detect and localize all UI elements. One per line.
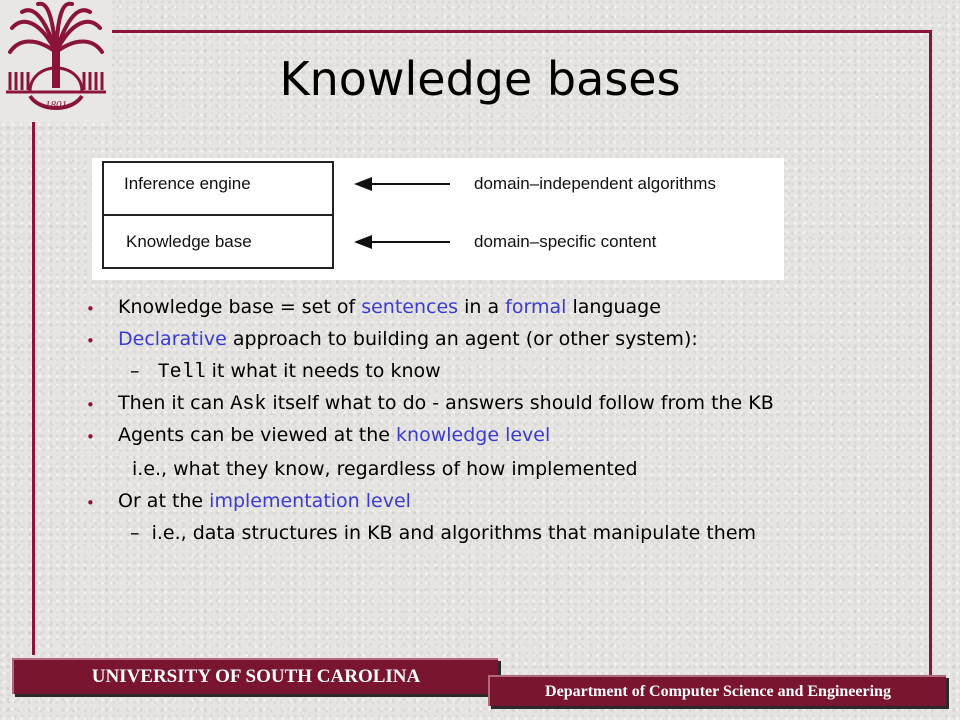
bullet-icon: • bbox=[86, 396, 95, 414]
text-run: language bbox=[566, 296, 661, 318]
arrow-left-icon bbox=[354, 177, 450, 191]
slide-frame-left bbox=[32, 120, 35, 655]
bullet-kb-definition bbox=[118, 296, 661, 318]
text-run: i.e., data structures in KB and algorithms that manipulate them bbox=[151, 522, 757, 544]
bullet-ask bbox=[118, 392, 774, 416]
text-run: Or at the bbox=[118, 490, 210, 512]
kb-architecture-diagram bbox=[92, 158, 784, 280]
bullet-declarative bbox=[118, 328, 698, 350]
text-run: itself what to do - answers should follow from the KB bbox=[266, 392, 774, 414]
bullet-icon: • bbox=[86, 494, 95, 512]
slide-title: Knowledge bases bbox=[279, 52, 681, 106]
bullet-icon: • bbox=[86, 300, 95, 318]
bullet-implementation-level bbox=[118, 490, 411, 512]
slide-frame-top bbox=[112, 30, 932, 33]
bullet-icon: • bbox=[86, 332, 95, 350]
code-tell: Tell bbox=[157, 361, 206, 384]
text-run: Then it can bbox=[118, 392, 231, 414]
knowledge-level-continuation: i.e., what they know, regardless of how implemented bbox=[132, 458, 638, 480]
sub-bullet-data-structures bbox=[130, 522, 756, 544]
arrows bbox=[354, 172, 454, 262]
highlight-knowledge-level: knowledge level bbox=[396, 424, 551, 446]
arrow-left-icon bbox=[354, 235, 450, 249]
university-banner: UNIVERSITY OF SOUTH CAROLINA bbox=[12, 658, 498, 694]
department-banner: Department of Computer Science and Engineering bbox=[488, 675, 946, 706]
slide-frame-right bbox=[929, 30, 932, 675]
highlight-sentences: sentences bbox=[361, 296, 459, 318]
dash-marker: – bbox=[130, 522, 140, 544]
knowledge-base-label: Knowledge base bbox=[126, 232, 252, 251]
highlight-implementation-level: implementation level bbox=[209, 490, 411, 512]
code-ask: Ask bbox=[230, 393, 267, 416]
text-run: approach to building an agent (or other system): bbox=[226, 328, 698, 350]
text-run: Knowledge base = set of bbox=[118, 296, 362, 318]
independent-algorithms-label: domain–independent algorithms bbox=[474, 174, 716, 193]
text-run: it what it needs to know bbox=[205, 360, 441, 382]
sub-bullet-tell bbox=[130, 360, 441, 384]
bullet-icon: • bbox=[86, 428, 95, 446]
logo-year: 1801 bbox=[45, 99, 67, 111]
bullet-knowledge-level bbox=[118, 424, 550, 446]
highlight-declarative: Declarative bbox=[118, 328, 227, 350]
inference-engine-label: Inference engine bbox=[124, 174, 251, 193]
highlight-formal: formal bbox=[505, 296, 567, 318]
text-run: in a bbox=[458, 296, 506, 318]
specific-content-label: domain–specific content bbox=[474, 232, 657, 251]
dash-marker: – bbox=[130, 360, 140, 382]
text-run: Agents can be viewed at the bbox=[118, 424, 397, 446]
